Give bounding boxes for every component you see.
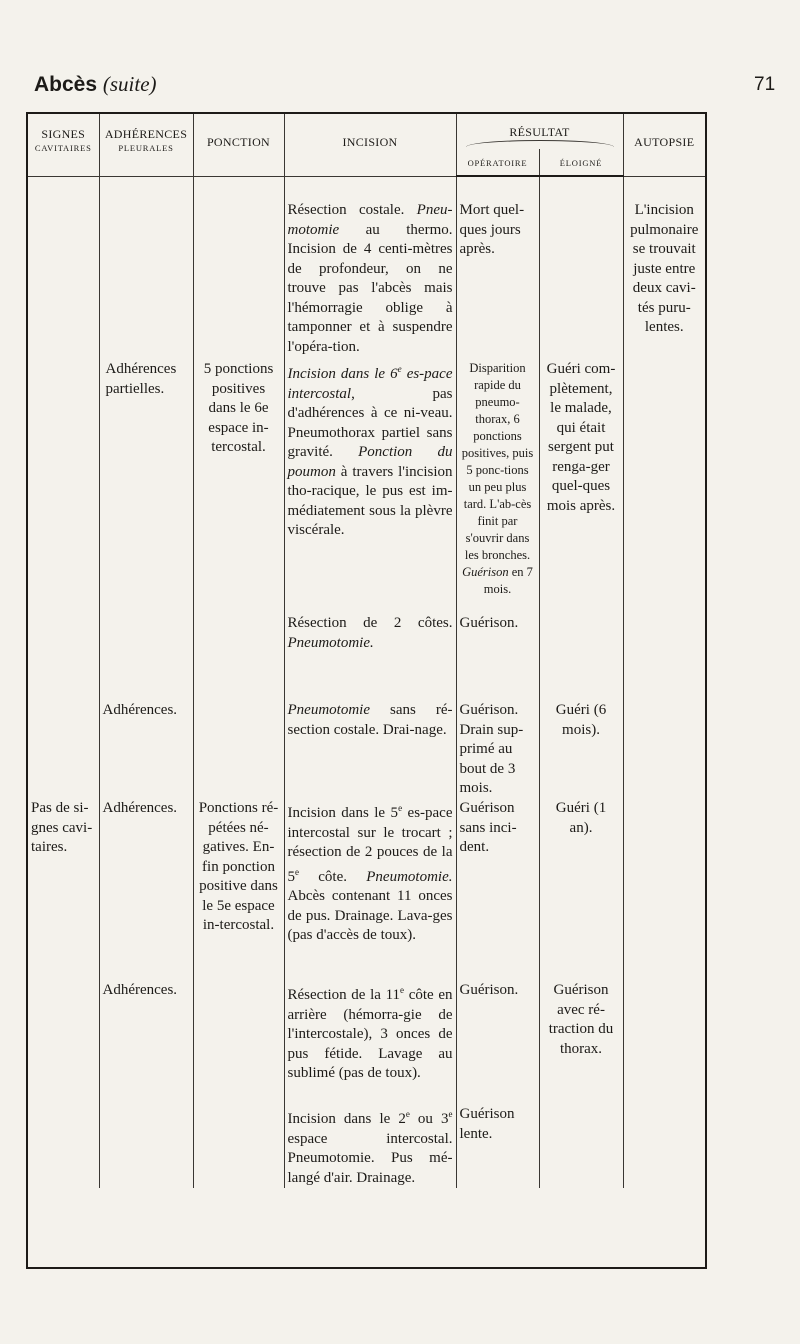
cell-adherences: Adhérences.: [99, 981, 193, 1105]
cell-eloigne: Guérison avec ré-traction du thorax.: [539, 981, 623, 1105]
cell-incision: Résection de la 11e côte en arrière (hémorra-gie de l'intercostale), 3 onces de pus fétide. Lavage au sublimé (pas de toux).: [284, 981, 456, 1105]
cell-ponction: [193, 201, 284, 360]
cell-signes: [28, 1105, 99, 1188]
cell-operatoire: Mort quel-ques jours après.: [456, 201, 539, 360]
cell-adherences: Adhérences.: [99, 799, 193, 981]
col-header-autopsie: [623, 114, 705, 176]
col-incision-title: INCISION: [342, 135, 398, 149]
col-ponction-title: PONCTION: [206, 135, 271, 149]
cell-eloigne: [539, 201, 623, 360]
cell-signes: [28, 701, 99, 799]
table-row: [28, 614, 705, 671]
cell-autopsie: [623, 701, 705, 799]
cell-autopsie: L'incision pulmonaire se trouvait juste entre deux cavi-tés puru-lentes.: [623, 201, 705, 360]
cell-autopsie: [623, 1105, 705, 1188]
results-table-frame: [26, 112, 707, 1269]
col-operatoire-title: OPÉRATOIRE: [467, 158, 528, 168]
cell-ponction: Ponctions ré-pétées né-gatives. En-fin ponction positive dans le 5e espace in-tercostal.: [193, 799, 284, 981]
cell-autopsie: [623, 981, 705, 1105]
cell-signes: [28, 201, 99, 360]
cell-signes: [28, 614, 99, 671]
title-text: Abcès: [34, 73, 98, 96]
title-suite: (suite): [102, 72, 157, 96]
cell-incision: Pneumotomie sans ré-section costale. Drai-nage.: [284, 701, 456, 799]
col-adherences-subtitle: PLEURALES: [118, 143, 174, 153]
cell-signes: [28, 981, 99, 1105]
cell-operatoire: Guérison.: [456, 981, 539, 1105]
col-header-adherences: [99, 114, 193, 176]
results-table: [28, 114, 705, 1188]
cell-autopsie: [623, 614, 705, 671]
table-row: [28, 1105, 705, 1188]
resultat-brace: [466, 140, 614, 147]
table-row: [28, 981, 705, 1105]
cell-incision: Résection de 2 côtes. Pneumotomie.: [284, 614, 456, 671]
col-header-eloigne: [539, 149, 623, 176]
cell-operatoire: Guérison. Drain sup-primé au bout de 3 mois.: [456, 701, 539, 799]
col-header-resultat: [456, 114, 623, 149]
cell-autopsie: [623, 360, 705, 614]
cell-operatoire: Guérison sans inci-dent.: [456, 799, 539, 981]
col-autopsie-title: AUTOPSIE: [634, 135, 695, 149]
cell-eloigne: Guéri (6 mois).: [539, 701, 623, 799]
col-adherences-title: ADHÉRENCES: [104, 127, 188, 141]
col-resultat-title: RÉSULTAT: [509, 125, 570, 139]
spacer-row: [28, 176, 705, 201]
cell-ponction: [193, 701, 284, 799]
cell-incision: Incision dans le 6e es-pace intercostal, pas d'adhérences à ce ni-veau. Pneumothorax partiel sans gravité. Ponction du poumon à travers l'incision tho-racique, le pus est im-médiatement sous la plèvre viscérale.: [284, 360, 456, 614]
spacer-row: [28, 671, 705, 701]
running-title: [34, 72, 157, 97]
page-number: 71: [754, 74, 776, 95]
cell-incision: Résection costale. Pneu-motomie au thermo. Incision de 4 centi-mètres de profondeur, on ne trouve pas l'abcès mais l'hémorragie oblige à tamponner et à suspendre l'opéra-tion.: [284, 201, 456, 360]
cell-adherences: [99, 201, 193, 360]
col-signes-title: SIGNES: [41, 127, 86, 141]
cell-incision: Incision dans le 2e ou 3e espace intercostal. Pneumotomie. Pus mé-langé d'air. Drainage.: [284, 1105, 456, 1188]
cell-adherences: Adhérences partielles.: [99, 360, 193, 614]
table-row: [28, 701, 705, 799]
table-row: [28, 799, 705, 981]
cell-signes: Pas de si-gnes cavi-taires.: [28, 799, 99, 981]
page-header: [0, 0, 800, 100]
table-row: [28, 201, 705, 360]
cell-operatoire: Disparition rapide du pneumo-thorax, 6 ponctions positives, puis 5 ponc-tions un peu plus tard. L'ab-cès finit par s'ouvrir dans les bronches. Guérison en 7 mois.: [456, 360, 539, 614]
cell-eloigne: Guéri (1 an).: [539, 799, 623, 981]
cell-eloigne: Guéri com-plètement, le malade, qui était sergent put renga-ger quel-ques mois après.: [539, 360, 623, 614]
cell-eloigne: [539, 1105, 623, 1188]
col-header-incision: [284, 114, 456, 176]
cell-signes: [28, 360, 99, 614]
col-header-signes: [28, 114, 99, 176]
cell-ponction: 5 ponctions positives dans le 6e espace in-tercostal.: [193, 360, 284, 614]
cell-ponction: [193, 981, 284, 1105]
cell-adherences: [99, 1105, 193, 1188]
col-signes-subtitle: CAVITAIRES: [34, 143, 92, 153]
col-eloigne-title: ÉLOIGNÉ: [559, 158, 603, 168]
col-header-ponction: [193, 114, 284, 176]
cell-eloigne: [539, 614, 623, 671]
cell-operatoire: Guérison.: [456, 614, 539, 671]
cell-adherences: Adhérences.: [99, 701, 193, 799]
table-row: [28, 360, 705, 614]
col-header-operatoire: [456, 149, 539, 176]
cell-incision: Incision dans le 5e es-pace intercostal sur le trocart ; résection de 2 pouces de la 5e côte. Pneumotomie. Abcès contenant 11 onces de pus. Drainage. Lava-ges (pas d'accès de toux).: [284, 799, 456, 981]
cell-ponction: [193, 614, 284, 671]
cell-adherences: [99, 614, 193, 671]
cell-operatoire: Guérison lente.: [456, 1105, 539, 1188]
cell-ponction: [193, 1105, 284, 1188]
cell-autopsie: [623, 799, 705, 981]
